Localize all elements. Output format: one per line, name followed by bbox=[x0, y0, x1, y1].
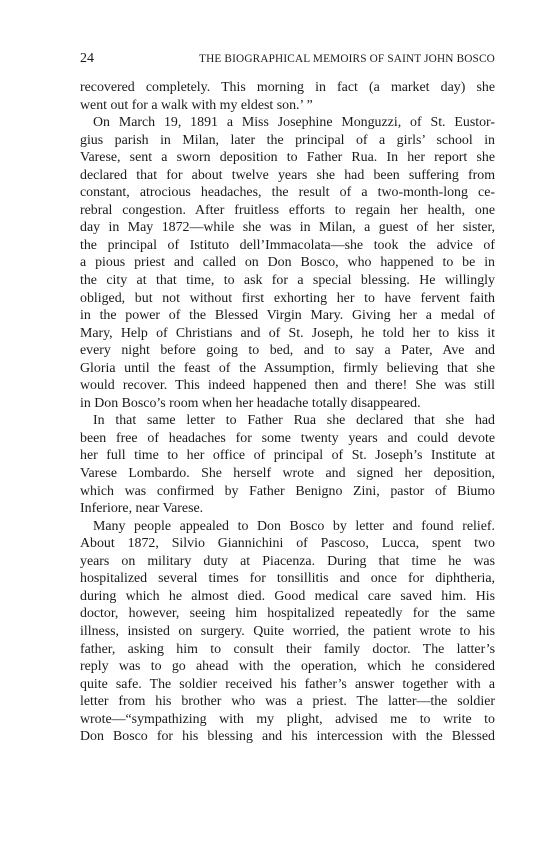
body-text bbox=[80, 79, 495, 746]
text-line: doctor, however, seeing him hospitalized repeatedly for the same bbox=[80, 606, 495, 622]
text-line: Don Bosco for his blessing and his intercession with the Blessed bbox=[80, 729, 495, 745]
text-line: Varese Lombardo. She herself wrote and signed her deposition, bbox=[80, 466, 495, 482]
text-line: rebral congestion. After fruitless efforts to regain her health, one bbox=[80, 202, 495, 218]
text-line: went out for a walk with my eldest son.’ ” bbox=[80, 97, 313, 113]
text-line: Many people appealed to Don Bosco by letter and found relief. bbox=[93, 518, 495, 534]
text-line: day in May 1872—while she was in Milan, a guest of her sister, bbox=[80, 220, 495, 236]
text-line: constant, atrocious headaches, the result of a two-month-long ce- bbox=[80, 185, 495, 201]
running-head: THE BIOGRAPHICAL MEMOIRS OF SAINT JOHN BOSCO bbox=[199, 53, 495, 65]
text-line: been free of headaches for some twenty years and could devote bbox=[80, 430, 495, 446]
text-line: About 1872, Silvio Giannichini of Pascoso, Lucca, spent two bbox=[80, 536, 495, 552]
text-line: her full time to her office of principal of St. Joseph’s Institute at bbox=[80, 448, 495, 464]
text-line: father, asking him to consult their family doctor. The latter’s bbox=[80, 641, 495, 657]
text-line: Gloria until the feast of the Assumption, firmly believing that she bbox=[80, 360, 495, 376]
text-line: a pious priest and called on Don Bosco, who happened to be in bbox=[80, 255, 495, 271]
text-line: during which he almost died. Good medical care saved him. His bbox=[80, 588, 495, 604]
text-line: recovered completely. This morning in fact (a market day) she bbox=[80, 80, 495, 95]
text-line: illness, insisted on surgery. Quite worried, the patient wrote to his bbox=[80, 623, 495, 639]
text-line: Inferiore, near Varese. bbox=[80, 501, 204, 517]
text-line: hospitalized several times for tonsillitis and once for diphtheria, bbox=[80, 571, 495, 587]
text-line: the city at that time, to ask for a special blessing. He willingly bbox=[80, 273, 495, 289]
text-line: wrote—“sympathizing with my plight, advised me to write to bbox=[80, 711, 495, 727]
text-line: would recover. This indeed happened then and there! She was still bbox=[80, 378, 495, 394]
text-line: gius parish in Milan, later the principal of a girls’ school in bbox=[80, 132, 495, 148]
text-line: years on military duty at Piacenza. During that time he was bbox=[80, 553, 495, 569]
text-line: which was confirmed by Father Benigno Zini, pastor of Biumo bbox=[80, 483, 495, 499]
text-line: reply was to go ahead with the operation, which he considered bbox=[80, 659, 495, 675]
text-line: Mary, Help of Christians and of St. Joseph, he told her to kiss it bbox=[80, 325, 495, 341]
text-line: every night before going to bed, and to say a Pater, Ave and bbox=[80, 343, 495, 359]
page-header bbox=[80, 51, 495, 69]
text-line: the principal of Istituto dell’Immacolata—she took the advice of bbox=[80, 237, 495, 253]
text-line: in the power of the Blessed Virgin Mary. Giving her a medal of bbox=[80, 308, 495, 324]
text-line: letter from his brother who was a priest. The latter—the soldier bbox=[80, 694, 495, 710]
text-line: Varese, sent a sworn deposition to Father Rua. In her report she bbox=[80, 150, 495, 166]
page-number: 24 bbox=[80, 51, 94, 66]
text-line: in Don Bosco’s room when her headache totally disappeared. bbox=[80, 395, 421, 411]
text-line: In that same letter to Father Rua she declared that she had bbox=[93, 413, 495, 429]
text-line: obliged, but not without first exhorting her to have fervent faith bbox=[80, 290, 495, 306]
text-line: quite safe. The soldier received his father’s answer together with a bbox=[80, 676, 495, 692]
text-line: On March 19, 1891 a Miss Josephine Monguzzi, of St. Eustor- bbox=[93, 115, 495, 131]
text-line: declared that for about twelve years she had been suffering from bbox=[80, 167, 495, 183]
